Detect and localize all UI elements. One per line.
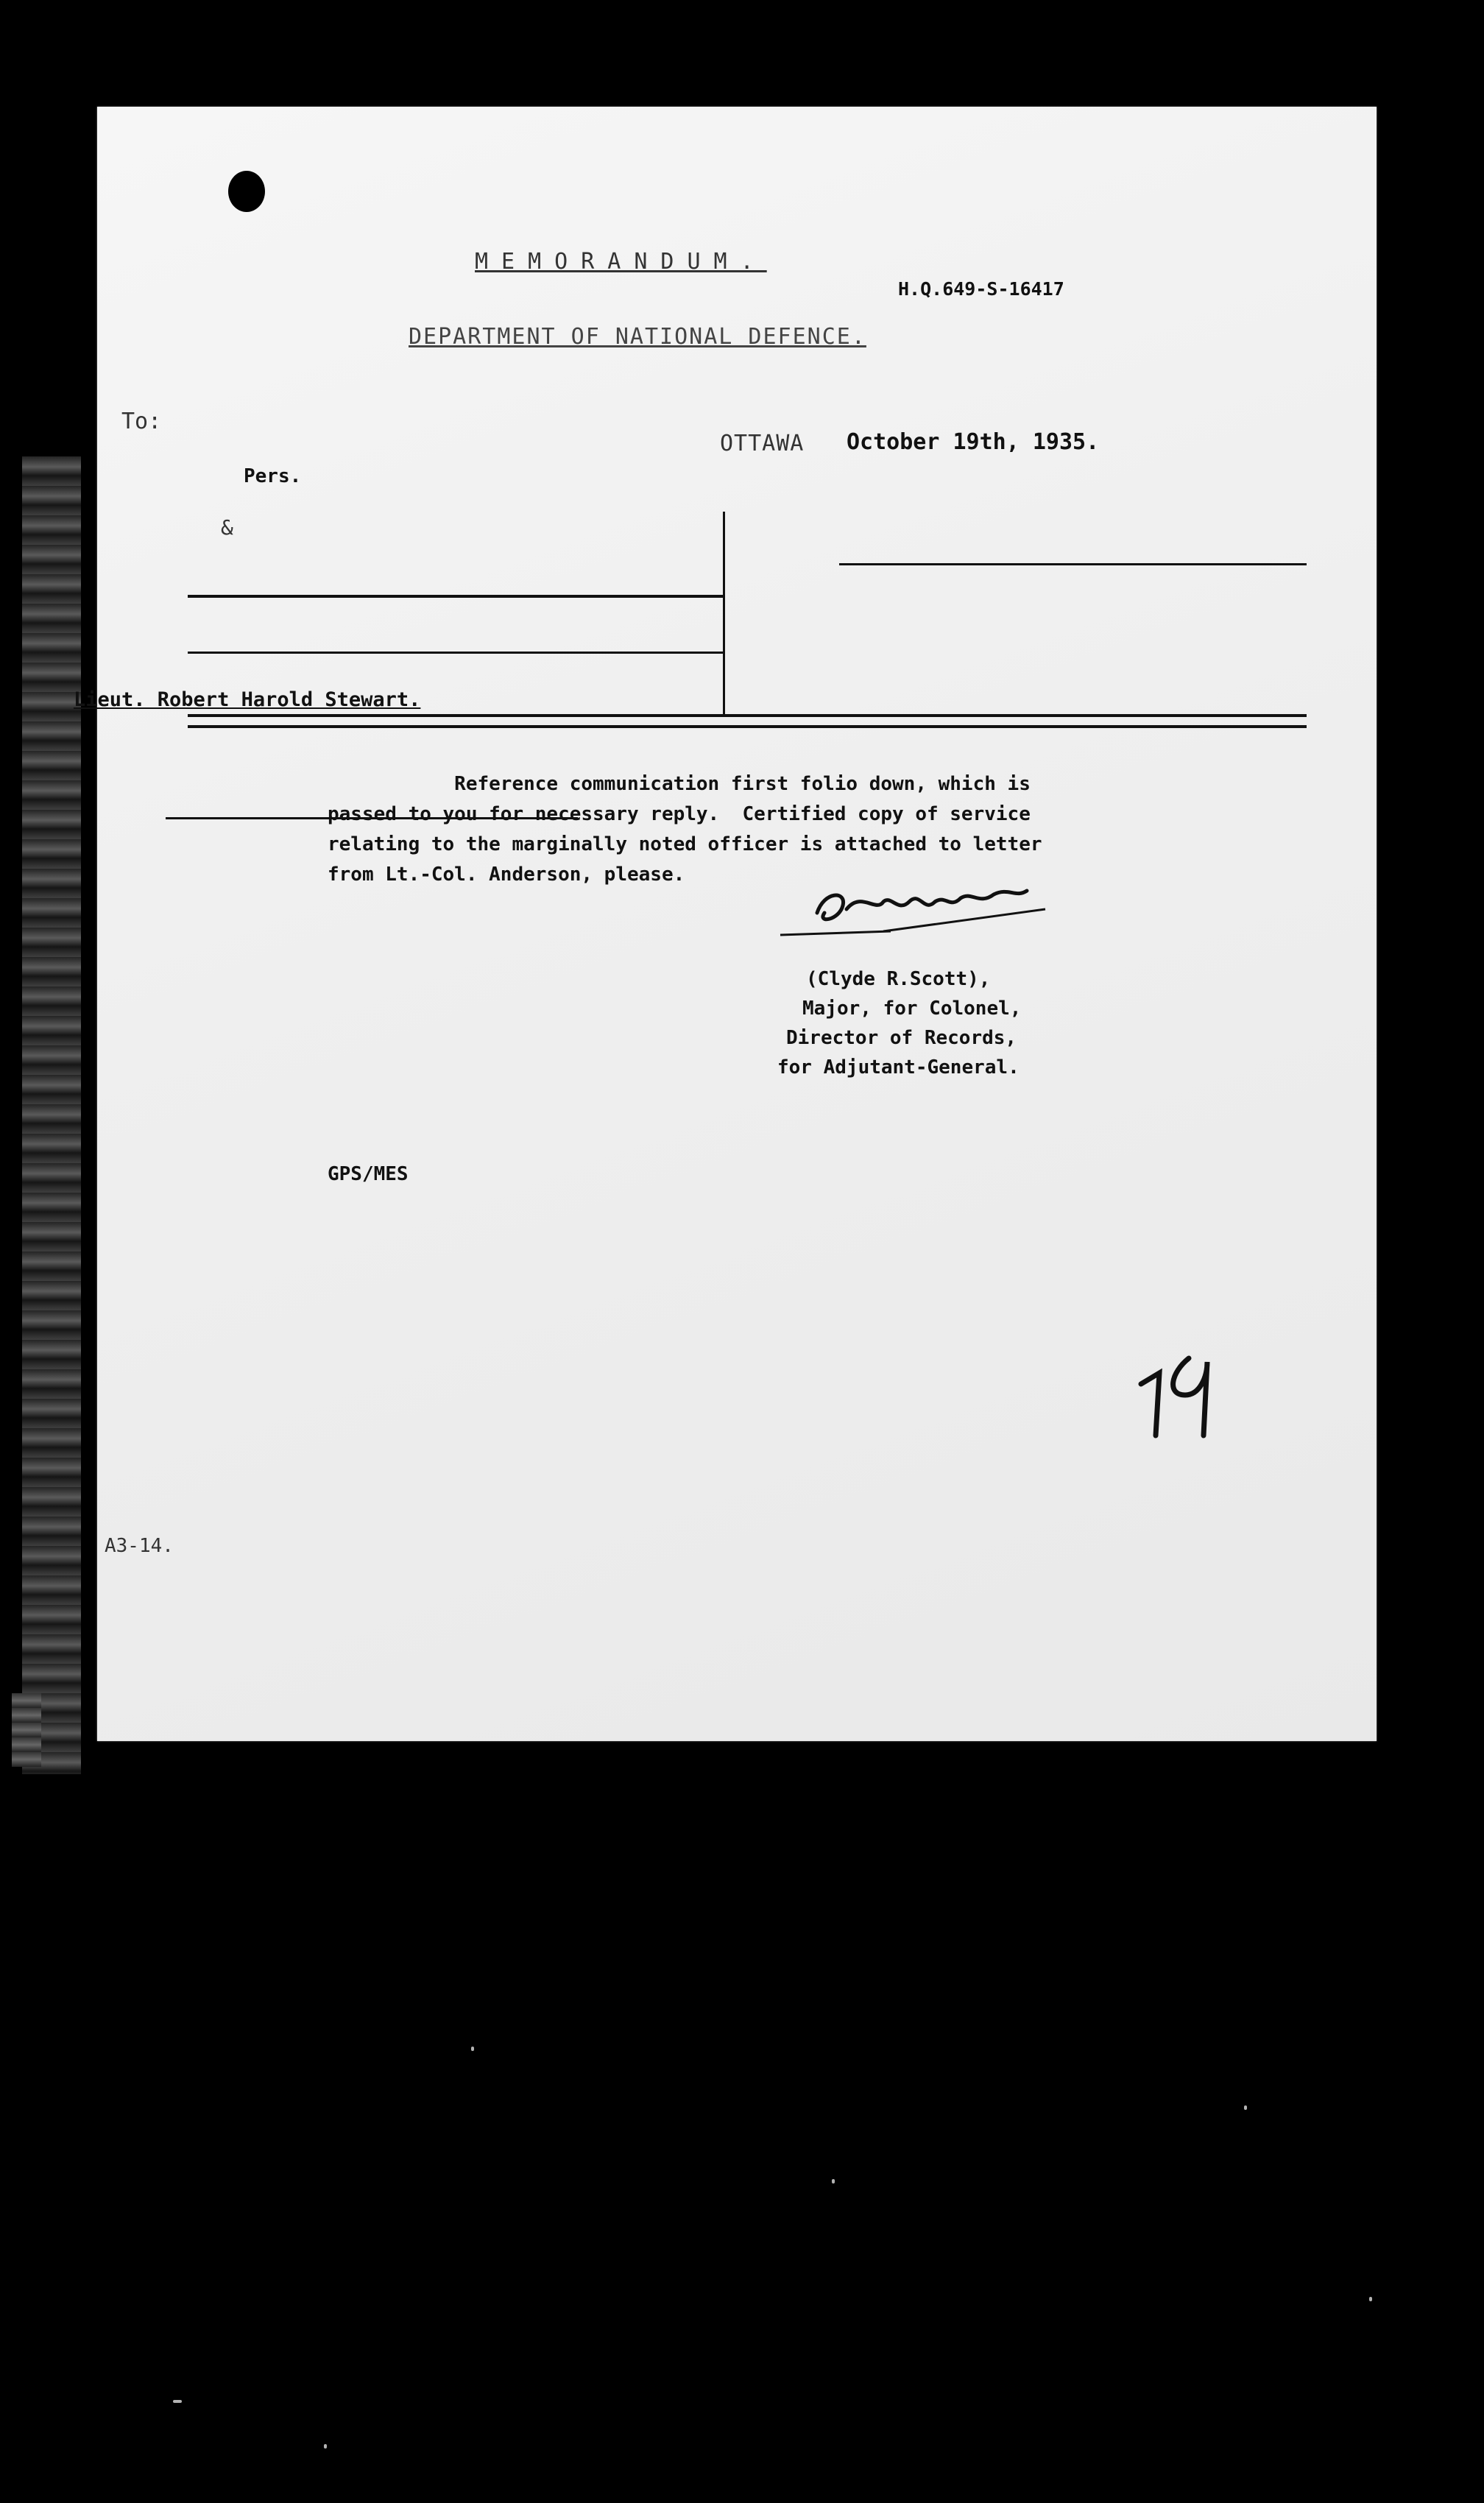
header-rule-bottom: [188, 725, 1307, 728]
subject-line: Lieut. Robert Harold Stewart.: [74, 688, 421, 711]
scan-speck: [1369, 2297, 1372, 2301]
handwritten-folio-number: [1126, 1344, 1222, 1439]
signatory-rank: Major, for Colonel,: [802, 998, 1022, 1020]
memo-page: [97, 107, 1377, 1741]
scan-speck: [173, 2400, 182, 2403]
handwritten-signature: [773, 861, 1053, 942]
city-label: OTTAWA: [720, 431, 805, 456]
body-line: from Lt.-Col. Anderson, please.: [328, 864, 685, 886]
date-line: [839, 563, 1307, 565]
scan-speck: [324, 2444, 327, 2449]
body-line: Reference communication first folio down, which is: [328, 773, 1031, 795]
scan-speck: [1244, 2105, 1247, 2110]
signatory-title: Director of Records,: [786, 1027, 1017, 1049]
punch-hole: [228, 171, 265, 212]
to-label: To:: [121, 409, 162, 434]
signatory-name: (Clyde R.Scott),: [806, 968, 991, 990]
form-number: A3-14.: [105, 1535, 174, 1557]
to-recipient: Pers.: [244, 465, 302, 487]
memo-date: October 19th, 1935.: [847, 429, 1100, 455]
department-heading: DEPARTMENT OF NATIONAL DEFENCE.: [409, 324, 866, 350]
body-line: passed to you for necessary reply. Certified copy of service: [328, 803, 1031, 825]
to-line-2: [188, 652, 724, 654]
film-edge-strip-lower: [12, 1693, 41, 1767]
body-line: relating to the marginally noted officer is attached to letter: [328, 833, 1042, 855]
to-line-1: [188, 595, 724, 598]
column-divider: [723, 512, 725, 714]
signatory-for: for Adjutant-General.: [777, 1056, 1020, 1078]
header-rule-top: [188, 714, 1307, 717]
memo-title: MEMORANDUM.: [475, 249, 767, 275]
scan-speck: [471, 2047, 474, 2051]
file-number: H.Q.649-S-16417: [898, 278, 1064, 300]
margin-mark: &: [221, 515, 233, 540]
film-edge-strip: [22, 456, 81, 1774]
scan-speck: [832, 2179, 835, 2183]
typist-initials: GPS/MES: [328, 1163, 409, 1185]
